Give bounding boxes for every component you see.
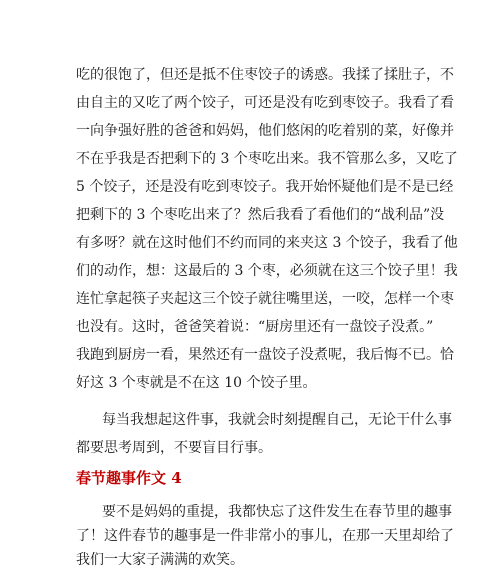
paragraph-1-line-2: 由自主的又吃了两个饺子，可还是没有吃到枣饺子。我看了看 — [76, 95, 454, 111]
paragraph-1-line-7: 有多呀？就在这时他们不约而同的来夹这 3 个饺子，我看了他 — [76, 235, 458, 251]
paragraph-1-line-12: 好这 3 个枣就是不在这 10 个饺子里。 — [76, 375, 317, 391]
paragraph-2-line-2: 都要思考周到，不要盲目行事。 — [76, 440, 272, 456]
paragraph-1-line-6: 把剩下的 3 个枣吃出来了？然后我看了看他们的“战利品”没 — [76, 207, 445, 223]
paragraph-1-line-8: 们的动作，想：这最后的 3 个枣，必须就在这三个饺子里！我 — [76, 263, 458, 279]
paragraph-1-line-5: 5 个饺子，还是没有吃到枣饺子。我开始怀疑他们是不是已经 — [76, 179, 454, 195]
paragraph-1-line-9: 连忙拿起筷子夹起这三个饺子就往嘴里送，一咬，怎样一个枣 — [76, 291, 454, 307]
paragraph-2-line-1: 每当我想起这件事，我就会时刻提醒自己，无论干什么事 — [102, 412, 452, 428]
paragraph-3-line-1: 要不是妈妈的重提，我都快忘了这件发生在春节里的趣事 — [102, 504, 452, 520]
section-heading: 春节趣事作文 4 — [76, 469, 182, 487]
paragraph-1-line-10: 也没有。这时，爸爸笑着说：“厨房里还有一盘饺子没煮。” — [76, 319, 434, 335]
paragraph-1-line-11: 我跑到厨房一看，果然还有一盘饺子没煮呢，我后悔不已。恰 — [76, 347, 454, 363]
paragraph-3-line-2: 了！这件春节的趣事是一件非常小的事儿，在那一天里却给了 — [76, 528, 454, 544]
paragraph-1-line-4: 不在乎我是否把剩下的 3 个枣吃出来。我不管那么多，又吃了 — [76, 151, 458, 167]
paragraph-1-line-1: 吃的很饱了，但还是抵不住枣饺子的诱惑。我揉了揉肚子，不 — [76, 67, 454, 83]
paragraph-3-line-3: 我们一大家子满满的欢笑。 — [76, 552, 244, 568]
paragraph-1-line-3: 一向争强好胜的爸爸和妈妈，他们悠闲的吃着别的菜，好像并 — [76, 123, 454, 139]
